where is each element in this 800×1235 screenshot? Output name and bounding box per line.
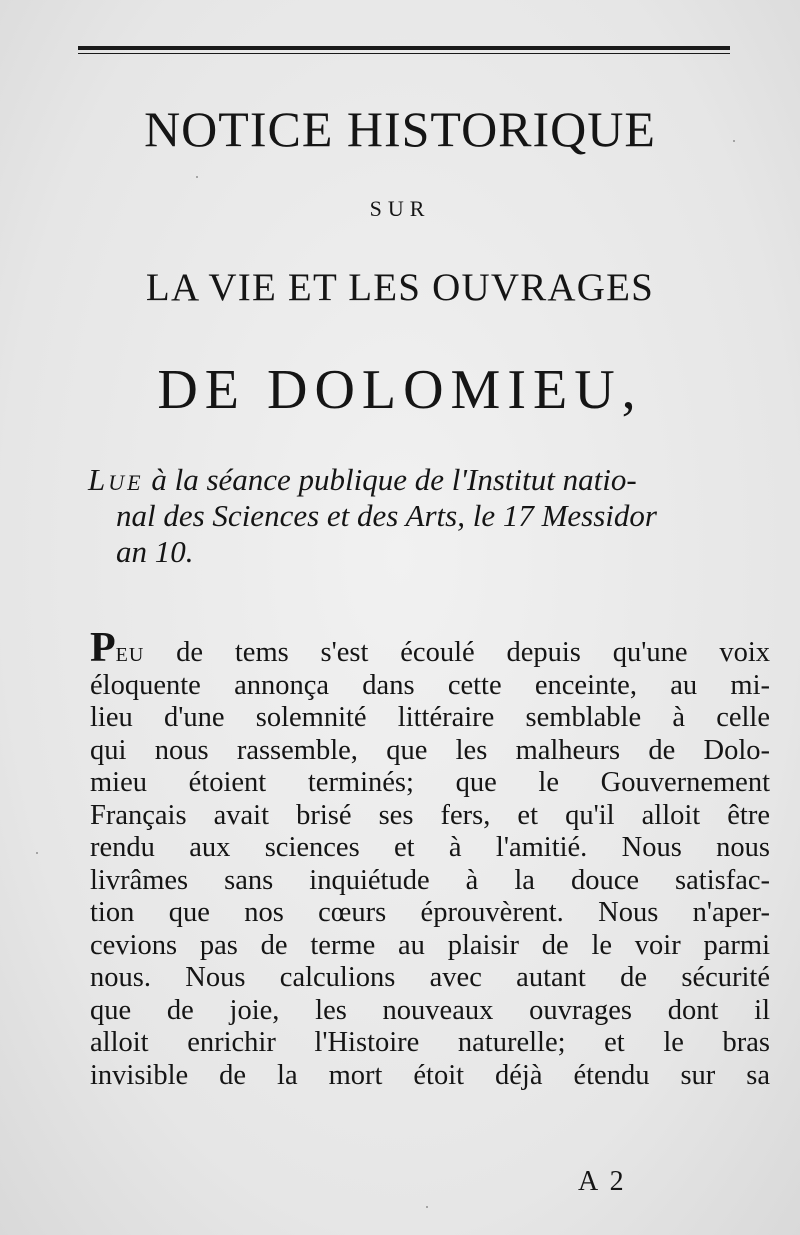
body-line: alloit enrichir l'Histoire naturelle; et le bras [90, 1027, 770, 1058]
body-line: qui nous rassemble, que les malheurs de Dolo- [90, 734, 770, 766]
reading-note [88, 462, 778, 570]
body-line-text: de tems s'est écoulé depuis qu'une voix [144, 637, 770, 668]
subject-name: DE DOLOMIEU, [157, 359, 643, 421]
header-rule-thin [78, 53, 730, 54]
body-line: mieu étoient terminés; que le Gouvernement [90, 767, 770, 798]
drop-cap: P [90, 625, 116, 671]
body-line: cevions pas de terme au plaisir de le voir parmi [90, 929, 770, 961]
page-title: NOTICE HISTORIQUE [144, 101, 656, 157]
body-line: éloquente annonça dans cette enceinte, au mi- [90, 669, 770, 701]
reading-note-line-3: an 10. [116, 534, 194, 569]
first-word-caps: eu [115, 637, 145, 668]
ink-speck [733, 140, 735, 142]
reading-note-line-2: nal des Sciences et des Arts, le 17 Messidor [116, 498, 657, 533]
title-preposition: SUR [369, 196, 431, 221]
printer-signature-mark: A 2 [578, 1166, 627, 1197]
ink-speck [426, 1206, 428, 1208]
ink-speck [196, 176, 198, 178]
body-line: tion que nos cœurs éprouvèrent. Nous n'aper- [90, 897, 770, 928]
body-line: invisible de la mort étoit déjà étendu sur sa [90, 1059, 770, 1091]
reading-note-lue: Lue [88, 462, 144, 497]
header-rule-thick [78, 46, 730, 50]
body-line: lieu d'une solemnité littéraire semblable à celle [90, 702, 770, 733]
body-paragraph [90, 625, 770, 1092]
reading-note-line-1-text: à la séance publique de l'Institut natio- [143, 462, 637, 497]
ink-speck [36, 852, 38, 854]
body-line: rendu aux sciences et à l'amitié. Nous nous [90, 832, 770, 863]
body-line [90, 625, 770, 671]
body-line: nous. Nous calculions avec autant de sécurité [90, 962, 770, 993]
body-line: Français avait brisé ses fers, et qu'il alloit être [90, 799, 770, 831]
page-subtitle: LA VIE ET LES OUVRAGES [145, 266, 655, 309]
reading-note-line-1 [88, 462, 778, 498]
body-line: livrâmes sans inquiétude à la douce satisfac- [90, 864, 770, 896]
body-line: que de joie, les nouveaux ouvrages dont il [90, 994, 770, 1026]
